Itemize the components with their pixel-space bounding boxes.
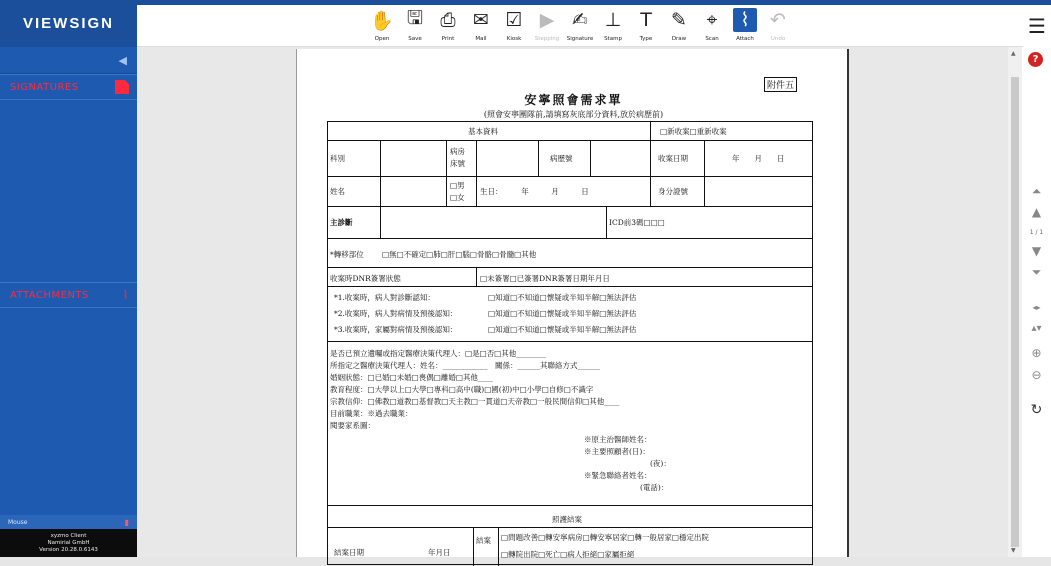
attending-physician: ※原主治醫師姓名： (584, 435, 652, 444)
input-mode[interactable] (0, 515, 137, 529)
question-2-options: □知道□不知道□懷疑或半知半解□無法評估 (488, 309, 637, 318)
version-line: Version 20.28.0.6143 (39, 547, 98, 553)
question-1: *1.收案時，病人對診斷認知： (334, 293, 435, 302)
save-icon: 🖫 (406, 7, 424, 29)
gender-male: □男 (450, 181, 465, 190)
signature-button[interactable] (564, 5, 597, 46)
document-page[interactable] (296, 49, 849, 557)
receive-date-field: 年 月 日 (732, 154, 785, 163)
open-icon: ✋ (370, 9, 394, 32)
chevron-left-icon: ◀ (118, 53, 127, 67)
stamp-icon: ⊥ (604, 9, 622, 31)
close-options: □問題改善□轉安寧病房□轉安寧居家□轉一般居家□穩定出院 (501, 533, 709, 542)
next-page-icon[interactable]: ▼ (1031, 244, 1042, 258)
caregiver-day: ※主要照顧者(日)： (584, 447, 650, 456)
tool-label: Signature (566, 36, 594, 42)
close-date-label: 結案日期 (334, 548, 364, 557)
tool-label: Open (374, 36, 390, 42)
metastasis-options: □無□不確定□肺□肝□腦□骨骼□骨髓□其他 (382, 250, 537, 259)
ward-label: 病房 (450, 147, 465, 156)
tool-label: Attach (736, 36, 754, 42)
kiosk-button[interactable] (498, 5, 531, 46)
viewsign-logo: VIEWSIGN (0, 0, 137, 47)
tool-label: Stamp (604, 36, 622, 42)
id-no-label: 身分證號 (658, 187, 688, 196)
question-1-options: □知道□不知道□懷疑或半知半解□無法評估 (488, 293, 637, 302)
dept-label: 科別 (330, 154, 345, 163)
tool-label: Type (639, 36, 653, 42)
type-button[interactable] (630, 5, 663, 46)
attach-icon: ⌇ (733, 8, 757, 32)
proxy-question: 是否已預立遺囑或指定醫療決策代理人：□是□否□其他________ (330, 349, 547, 358)
tool-label: Undo (770, 36, 786, 42)
case-type-options: □新收案□重新收案 (660, 127, 727, 136)
close-options-2: □轉院出院□死亡□病人拒絕□家屬拒絕 (501, 550, 635, 559)
proxy-name: 所指定之醫療決策代理人：姓名：____________ 關係：______其聯絡方式______ (330, 361, 600, 370)
receive-date-label: 收案日期 (658, 154, 688, 163)
close-date-field: 年月日 (428, 548, 451, 557)
signatures-label: SIGNATURES (10, 81, 79, 93)
scan-icon: ⌖ (706, 9, 718, 31)
diagnosis-label: 主診斷 (330, 218, 353, 227)
religion: 宗教信仰：□佛教□道教□基督教□天主教□一貫道□天帝教□一般民間信仰□其他____ (330, 397, 620, 406)
version-line: xyzmo Client (50, 533, 87, 539)
open-button[interactable] (366, 5, 399, 46)
type-icon: T (640, 9, 652, 31)
question-3-options: □知道□不知道□懷疑或半知半解□無法評估 (488, 325, 637, 334)
kiosk-icon: ☑ (505, 9, 523, 31)
stamp-button[interactable] (597, 5, 630, 46)
education: 教育程度：□大學以上□大學□專科□高中(職)□國(初)中□小學□自修□不識字 (330, 385, 594, 394)
hamburger-menu-button[interactable] (1023, 5, 1051, 47)
undo-icon: ↶ (770, 9, 786, 31)
zoom-in-icon[interactable]: ⊕ (1031, 346, 1042, 360)
birth-field: 生日： 年 月 日 (480, 187, 589, 196)
gender-female: □女 (450, 193, 465, 202)
last-page-icon[interactable]: ⏷ (1031, 265, 1042, 279)
bed-label: 床號 (450, 159, 465, 168)
signatures-section[interactable] (0, 74, 137, 100)
undo-button[interactable] (762, 5, 795, 46)
fit-height-icon[interactable]: ▴▾ (1031, 323, 1042, 334)
rotate-icon[interactable]: ↻ (1030, 402, 1043, 418)
occupation: 目前職業：※過去職業： (330, 409, 413, 418)
trash-icon: ▮ (124, 517, 129, 527)
emergency-contact: ※緊急聯絡者姓名： (584, 471, 652, 480)
dnr-options: □未簽署□已簽署DNR簽署日期年月日 (480, 274, 610, 283)
question-2: *2.收案時，病人對病情及預後認知： (334, 309, 458, 318)
scroll-down-icon[interactable]: ▼ (1011, 547, 1016, 554)
main-toolbar (137, 5, 1023, 47)
save-button[interactable] (399, 5, 432, 46)
mouse-label: Mouse (8, 518, 28, 526)
marital-status: 婚姻狀態：□已婚□未婚□喪偶□離婚□其他____ (330, 373, 493, 382)
stepping-button[interactable] (531, 5, 564, 46)
attachments-section[interactable] (0, 282, 137, 308)
signature-icon: ✍ (572, 9, 588, 31)
dnr-label: 收案時DNR簽署狀態 (330, 274, 401, 283)
attachments-label: ATTACHMENTS (10, 289, 89, 301)
tool-label: Mail (475, 36, 487, 42)
first-page-icon[interactable]: ⏶ (1031, 184, 1042, 198)
caregiver-night: (夜)： (650, 459, 671, 468)
zoom-out-icon[interactable]: ⊖ (1031, 368, 1042, 382)
family-tree: 閱要家系圖： (330, 421, 375, 430)
scrollbar-thumb[interactable] (1011, 77, 1019, 547)
print-icon: ⎙ (440, 9, 456, 31)
help-button[interactable]: ? (1028, 52, 1043, 67)
emergency-phone: (電話)： (640, 483, 669, 492)
question-3: *3.收案時，家屬對病情及預後認知： (334, 325, 458, 334)
basic-info-heading: 基本資料 (468, 127, 498, 136)
stepping-icon: ▶ (539, 9, 555, 31)
attach-button[interactable] (729, 5, 762, 46)
sidebar (0, 0, 137, 557)
tool-label: Kiosk (506, 36, 522, 42)
tool-label: Scan (705, 36, 719, 42)
metastasis-label: *轉移部位 (330, 250, 364, 259)
paperclip-icon: ⌇ (122, 288, 129, 302)
tool-label: Draw (671, 36, 687, 42)
draw-icon: ✎ (671, 9, 687, 31)
care-closure-heading: 照護結案 (552, 515, 582, 524)
navigation-panel (1022, 47, 1051, 557)
tool-label: Print (441, 36, 455, 42)
hamburger-icon: ☰ (1028, 14, 1046, 38)
form-title: 安寧照會需求單 (524, 93, 623, 107)
scroll-up-icon[interactable]: ▲ (1011, 50, 1016, 57)
version-line: Namirial GmbH (47, 540, 90, 546)
draw-button[interactable] (663, 5, 696, 46)
signature-document-icon (115, 80, 129, 94)
chart-no-label: 病歷號 (550, 154, 573, 163)
print-button[interactable] (432, 5, 465, 46)
attachment-number: 附件五 (764, 77, 797, 92)
scan-button[interactable] (696, 5, 729, 46)
vertical-scrollbar[interactable] (1008, 47, 1022, 557)
collapse-sidebar-button[interactable] (0, 47, 137, 74)
mail-button[interactable] (465, 5, 498, 46)
form-subtitle: (照會安寧團隊前,請填寫灰底部分資料,放於病歷前) (483, 110, 664, 119)
mail-icon: ✉ (473, 9, 489, 31)
close-label: 結案 (476, 536, 491, 545)
tool-label: Save (408, 36, 422, 42)
fit-width-icon[interactable]: ◂▸ (1032, 303, 1041, 312)
icd-field: ICD前3碼□□□ (609, 218, 665, 227)
previous-page-icon[interactable]: ▲ (1031, 205, 1042, 219)
version-info (0, 529, 137, 557)
tool-label: Stepping (534, 36, 560, 42)
form-table (327, 121, 813, 565)
name-label: 姓名 (330, 187, 345, 196)
page-indicator: 1 / 1 (1029, 229, 1044, 236)
